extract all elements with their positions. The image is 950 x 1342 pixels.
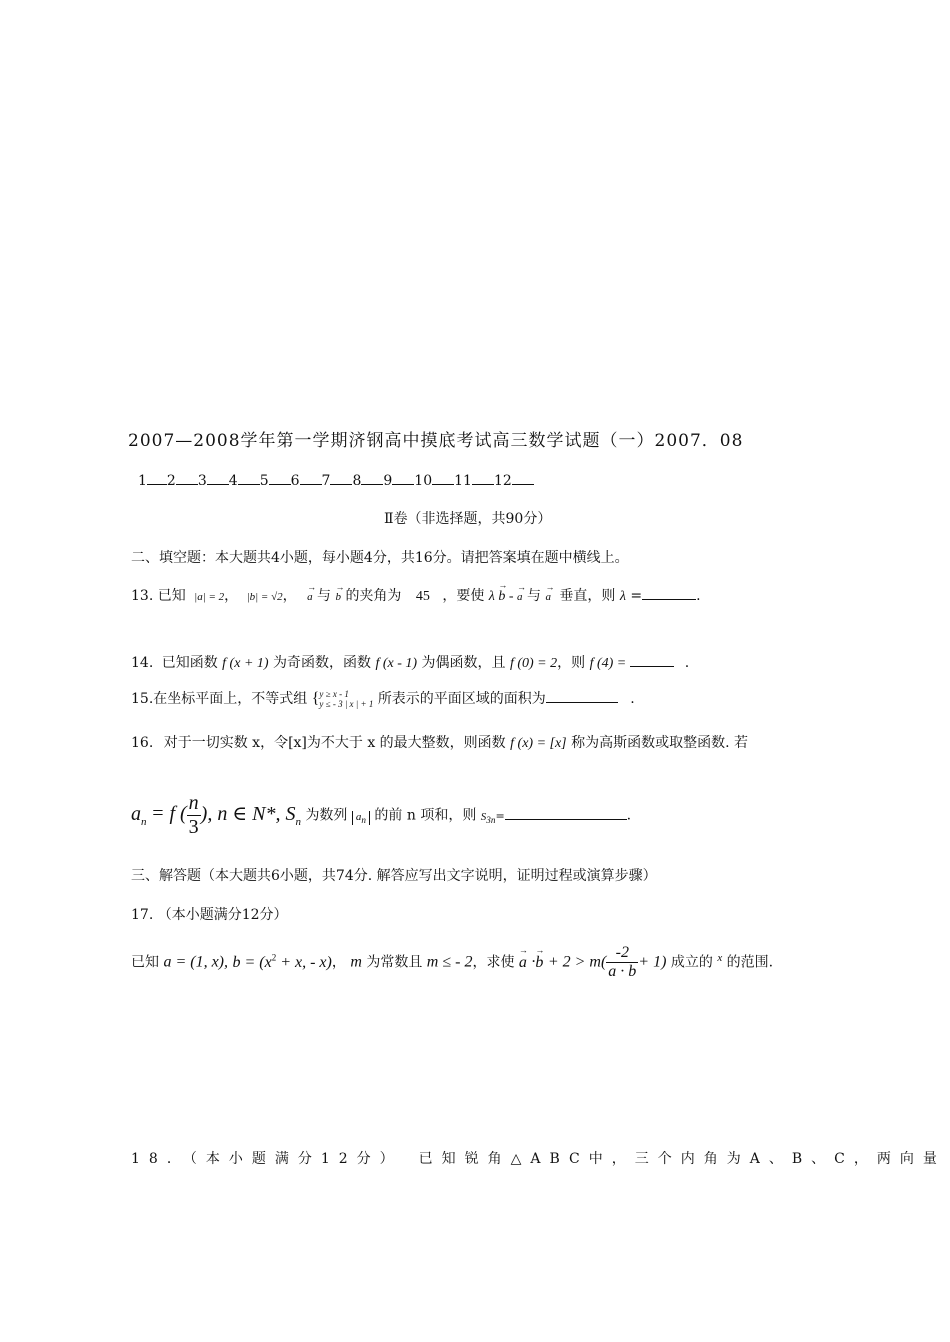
- q15-answer-blank[interactable]: [546, 688, 618, 703]
- fraction-minus2-over-ab: $\frac{-2}{a \cdot b}$: [608, 944, 637, 980]
- answer-slot[interactable]: 1: [138, 473, 167, 489]
- answer-slot[interactable]: 8: [352, 473, 383, 489]
- answer-slot[interactable]: 6: [291, 473, 322, 489]
- question-17-heading: 17. （本小题满分12分）: [131, 907, 288, 923]
- question-16-line1: 16. 对于一切实数 x，令[x]为不大于 x 的最大整数，则函数 f (x) = [x] 称为高斯函数或取整函数. 若: [131, 735, 748, 751]
- question-14: 14. 已知函数 f (x + 1) 为奇函数，函数 f (x - 1) 为偶函数，且 f (0) = 2，则 f (4) = .: [131, 652, 689, 672]
- question-15: 15.在坐标平面上，不等式组 { y ≥ x - 1 y ≤ - 3 | x | + 1 所表示的平面区域的面积为 .: [131, 689, 635, 709]
- answer-slot[interactable]: 3: [198, 473, 229, 489]
- question-13: 13. 已知 |a| = 2， |b| = √2， → a 与 → b 的夹角为 45 ，要使 λ → b - → a 与 → a 垂直，则 λ = .: [131, 585, 701, 605]
- answer-slot[interactable]: 9: [383, 473, 414, 489]
- answer-slot[interactable]: 12: [494, 473, 534, 489]
- n-over-3-fraction: $\frac{n}{3}$: [188, 792, 199, 838]
- section2-heading: 二、填空题：本大题共4小题，每小题4分，共16分。请把答案填在题中横线上。: [131, 550, 629, 566]
- vector-a: → a: [307, 591, 313, 603]
- answer-slot[interactable]: 2: [167, 473, 198, 489]
- b-magnitude: |b| = √2: [246, 591, 283, 603]
- answer-slots-row: [138, 470, 534, 489]
- vector-b: → b: [335, 591, 341, 603]
- answer-slot[interactable]: 5: [260, 473, 291, 489]
- lambda-b-minus-a: λ → b - → a: [489, 589, 523, 604]
- angle-value: 45: [415, 589, 430, 604]
- q14-answer-blank[interactable]: [630, 652, 674, 667]
- answer-slot[interactable]: 11: [454, 473, 494, 489]
- answer-slot[interactable]: 10: [414, 473, 454, 489]
- vector-a: → a: [519, 954, 527, 972]
- question-18: 18．（本小题满分12分） 已知锐角△ABC中，三个内角为A、B、C，两向量: [131, 1151, 946, 1167]
- answer-slot[interactable]: 7: [322, 473, 353, 489]
- part2-heading: Ⅱ卷（非选择题，共90分）: [384, 511, 552, 527]
- q16-answer-blank[interactable]: [505, 805, 627, 820]
- vector-b: → b: [535, 954, 543, 972]
- inequality-system: { y ≥ x - 1 y ≤ - 3 | x | + 1: [311, 689, 374, 709]
- question-16-line2: $a_n = f$ ( $\frac{n}{3}$ ), n ∈ N*, $S_n$ 为数列 $a_n$ 的前 n 项和，则 $S_{3n}=$ .: [131, 792, 632, 838]
- a-magnitude: |a| = 2: [194, 591, 225, 603]
- q13-answer-blank[interactable]: [642, 585, 696, 600]
- exam-title: 2007—2008学年第一学期济钢高中摸底考试高三数学试题（一）2007．08: [128, 431, 744, 451]
- sequence-an: $a_n$: [352, 811, 370, 825]
- section3-heading: 三、解答题（本大题共6小题，共74分. 解答应写出文字说明，证明过程或演算步骤）: [131, 868, 657, 884]
- answer-slot[interactable]: 4: [229, 473, 260, 489]
- question-17-body: 已知 a = (1, x), $b = (x^2 + x$, - x)， m 为常数且 m ≤ - 2，求使 → a ·→ b + 2 > m( $\frac{-2}{a \cdot b}$ + 1) 成立的 $^x$ 的范围.: [131, 944, 773, 981]
